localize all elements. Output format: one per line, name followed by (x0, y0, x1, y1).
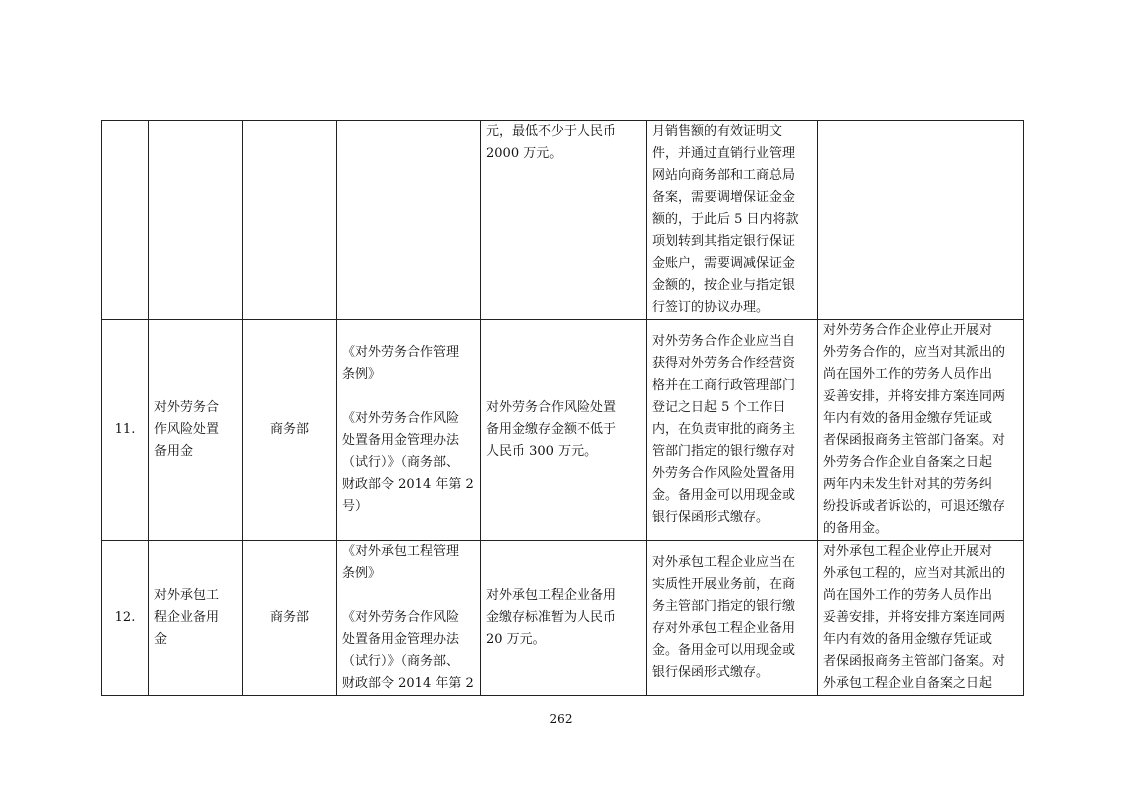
procedure-line: 实质性开展业务前，在商 (652, 577, 796, 592)
procedure-line: 件，并通过直销行业管理 (652, 146, 796, 161)
procedure-line: 务主管部门指定的银行缴 (652, 599, 796, 614)
basis-cell (337, 121, 481, 320)
procedure-line: 银行保函形式缴存。 (652, 510, 770, 525)
procedure-line: 获得对外劳务合作经营资 (652, 356, 796, 371)
procedure-line: 对外承包工程企业应当在 (652, 555, 796, 570)
procedure-line: 存对外承包工程企业备用 (652, 621, 796, 636)
department-cell (243, 121, 337, 320)
amount-line: 2000 万元。 (486, 146, 563, 161)
procedure-line: 金。备用金可以用现金或 (652, 488, 796, 503)
procedure-line: 额的，于此后 5 日内将款 (652, 212, 799, 227)
refund-line: 者保函报商务主管部门备案。对 (823, 433, 1006, 448)
fund-table (101, 120, 1024, 696)
refund-line: 外劳务合作企业自备案之日起 (823, 455, 993, 470)
amount-line: 备用金缴存金额不低于 (486, 422, 617, 437)
row-number-cell (102, 541, 149, 696)
refund-line: 年内有效的备用金缴存凭证或 (823, 632, 993, 647)
procedure-line: 外劳务合作风险处置备用 (652, 466, 796, 481)
department-cell (243, 541, 337, 696)
amount-line: 对外劳务合作风险处置 (486, 400, 617, 415)
refund-line: 对外劳务合作企业停止开展对 (823, 323, 993, 338)
basis-cell (337, 541, 481, 696)
amount-line: 20 万元。 (486, 632, 546, 647)
procedure-line: 金额的，按企业与指定银 (652, 278, 796, 293)
refund-line: 纷投诉或者诉讼的，可退还缴存 (823, 499, 1006, 514)
page-number: 262 (549, 712, 573, 726)
basis-line: 《对外劳务合作风险 (342, 411, 460, 426)
refund-line: 妥善安排，并将安排方案连同两 (823, 389, 1006, 404)
table-row (102, 320, 1024, 541)
refund-line: 对外承包工程企业停止开展对 (823, 544, 993, 559)
amount-cell (481, 121, 647, 320)
procedure-line: 项划转到其指定银行保证 (652, 234, 796, 249)
procedure-cell (647, 320, 818, 541)
refund-cell (818, 541, 1024, 696)
procedure-line: 银行保函形式缴存。 (652, 665, 770, 680)
department-text: 商务部 (269, 610, 309, 625)
procedure-line: 内，在负责审批的商务主 (652, 422, 796, 437)
procedure-line: 备案，需要调增保证金金 (652, 190, 796, 205)
basis-line: 处置备用金管理办法 (342, 433, 460, 448)
basis-line: 财政部令 2014 年第 2 (342, 477, 474, 492)
refund-cell (818, 320, 1024, 541)
procedure-line: 登记之日起 5 个工作日 (652, 400, 786, 415)
basis-line: 号） (342, 499, 369, 514)
item-name-line: 作风险处置 (154, 422, 220, 437)
item-cell (149, 320, 243, 541)
department-text: 商务部 (269, 422, 309, 437)
refund-line: 尚在国外工作的劳务人员作出 (823, 588, 993, 603)
refund-cell (818, 121, 1024, 320)
amount-line: 对外承包工程企业备用 (486, 588, 617, 603)
amount-cell (481, 541, 647, 696)
amount-line: 元，最低不少于人民币 (486, 124, 617, 139)
amount-cell (481, 320, 647, 541)
refund-line: 妥善安排，并将安排方案连同两 (823, 610, 1006, 625)
basis-cell (337, 320, 481, 541)
basis-line: 《对外承包工程管理 (342, 544, 460, 559)
refund-line: 两年内未发生针对其的劳务纠 (823, 477, 993, 492)
procedure-line: 行签订的协议办理。 (652, 300, 770, 315)
table-row (102, 541, 1024, 696)
basis-line: 处置备用金管理办法 (342, 632, 460, 647)
department-cell (243, 320, 337, 541)
procedure-line: 格并在工商行政管理部门 (652, 378, 796, 393)
refund-line: 年内有效的备用金缴存凭证或 (823, 411, 993, 426)
refund-line: 者保函报商务主管部门备案。对 (823, 654, 1006, 669)
procedure-line: 金。备用金可以用现金或 (652, 643, 796, 658)
basis-gap (342, 585, 475, 607)
amount-line: 人民币 300 万元。 (486, 444, 598, 459)
basis-line: 《对外劳务合作风险 (342, 610, 460, 625)
procedure-line: 网站向商务部和工商总局 (652, 168, 796, 183)
row-number-cell (102, 320, 149, 541)
basis-line: 《对外劳务合作管理 (342, 345, 460, 360)
row-number-cell (102, 121, 149, 320)
procedure-line: 管部门指定的银行缴存对 (652, 444, 796, 459)
procedure-cell (647, 121, 818, 320)
item-name-line: 金 (154, 632, 168, 647)
basis-line: （试行）》（商务部、 (342, 654, 460, 669)
refund-line: 外劳务合作的，应当对其派出的 (823, 345, 1006, 360)
amount-line: 金缴存标准暂为人民币 (486, 610, 617, 625)
basis-line: 条例》 (342, 367, 382, 382)
procedure-line: 对外劳务合作企业应当自 (652, 334, 796, 349)
refund-line: 尚在国外工作的劳务人员作出 (823, 367, 993, 382)
item-name-line: 程企业备用 (154, 610, 220, 625)
row-number: 12. (114, 610, 136, 625)
item-cell (149, 541, 243, 696)
refund-line: 外承包工程企业自备案之日起 (823, 676, 993, 691)
refund-line: 外承包工程的，应当对其派出的 (823, 566, 1006, 581)
procedure-line: 月销售额的有效证明文 (652, 124, 783, 139)
item-name-line: 对外承包工 (154, 588, 220, 603)
refund-line: 的备用金。 (823, 521, 889, 536)
item-name-line: 备用金 (154, 444, 194, 459)
basis-line: 财政部令 2014 年第 2 (342, 676, 474, 691)
row-number: 11. (114, 422, 136, 437)
table-row (102, 121, 1024, 320)
basis-line: （试行）》（商务部、 (342, 455, 460, 470)
basis-line: 条例》 (342, 566, 382, 581)
procedure-line: 金账户，需要调减保证金 (652, 256, 796, 271)
item-name-line: 对外劳务合 (154, 400, 220, 415)
item-cell (149, 121, 243, 320)
basis-gap (342, 386, 475, 408)
procedure-cell (647, 541, 818, 696)
